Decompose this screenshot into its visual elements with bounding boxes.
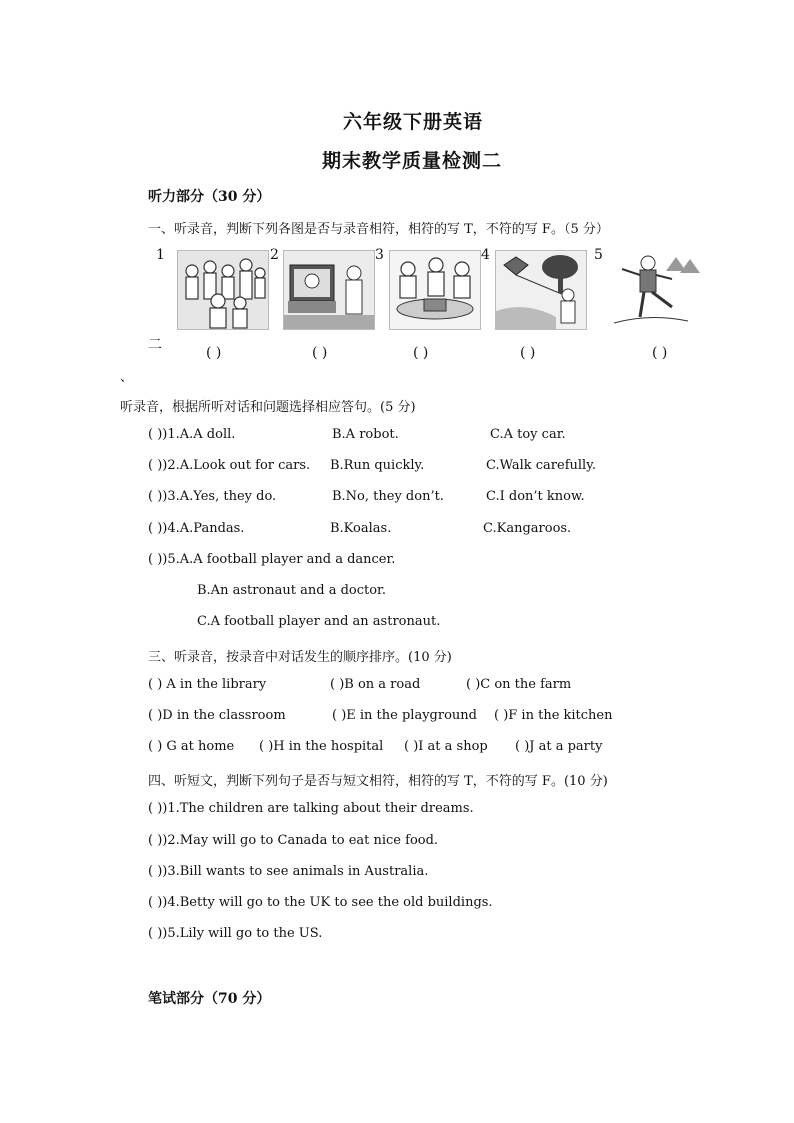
answer-blank-5[interactable]: ( ) [652,345,668,361]
question-text: )5.A.A football player and a dancer. [162,552,396,567]
question-text: )3.A.Yes, they do. [162,489,277,504]
option-b: B.An astronaut and a doctor. [197,583,386,598]
part2-instruction: 听录音，根据所听对话和问题选择相应答句。(5 分) [120,400,416,415]
ice-skating-picture-icon [609,250,703,330]
answer-blank[interactable]: ( ) [148,864,163,879]
question-text: )2.A.Look out for cars. [162,458,311,473]
option-b: B.No, they don’t. [332,489,444,504]
question-row [148,489,276,504]
answer-blank[interactable]: ( ) [148,489,163,504]
answer-blank[interactable]: ( ) [148,521,163,536]
statement-text: )3.Bill wants to see animals in Australia. [162,864,429,879]
statement-row [148,895,493,910]
kite-flying-picture-icon [495,250,587,330]
picture-number-1: 1 [156,247,165,263]
order-item[interactable]: ( )D in the classroom [148,708,286,723]
statement-row [148,926,322,941]
section-writing-heading: 笔试部分（70 分） [148,991,271,1007]
document-subtitle: 期末教学质量检测二 [322,150,503,172]
statement-row [148,833,438,848]
picture-number-3: 3 [375,247,384,263]
option-c: C.I don’t know. [486,489,585,504]
document-title: 六年级下册英语 [343,111,484,133]
order-item[interactable]: ( )E in the playground [332,708,477,723]
statement-text: )2.May will go to Canada to eat nice food. [162,833,439,848]
question-row [148,521,244,536]
crowd-street-picture-icon [177,250,269,330]
part4-instruction: 四、听短文，判断下列句子是否与短文相符，相符的写 T，不符的写 F。(10 分) [148,774,608,789]
picture-number-5: 5 [594,247,603,263]
picnic-family-picture-icon [389,250,481,330]
answer-blank[interactable]: ( ) [148,552,163,567]
section-listening-heading: 听力部分（30 分） [148,189,271,205]
part2-number: 二 [148,337,162,353]
question-text: )1.A.A doll. [162,427,236,442]
option-b: B.Run quickly. [330,458,425,473]
picture-number-2: 2 [270,247,279,263]
answer-blank[interactable]: ( ) [148,895,163,910]
answer-blank-4[interactable]: ( ) [520,345,536,361]
answer-blank[interactable]: ( ) [148,926,163,941]
picture-number-4: 4 [481,247,490,263]
option-c: C.Walk carefully. [486,458,596,473]
statement-text: )4.Betty will go to the UK to see the old buildings. [162,895,493,910]
question-row [148,458,310,473]
part1-instruction: 一、听录音，判断下列各图是否与录音相符，相符的写 T，不符的写 F。（5 分） [148,222,609,237]
question-row [148,552,395,567]
order-item[interactable]: ( )F in the kitchen [494,708,613,723]
tv-cartoon-picture-icon [283,250,375,330]
question-row [148,427,235,442]
answer-blank-3[interactable]: ( ) [413,345,429,361]
order-item[interactable]: ( )I at a shop [404,739,488,754]
statement-row [148,864,428,879]
option-b: B.A robot. [332,427,399,442]
answer-blank-1[interactable]: ( ) [206,345,222,361]
option-c: C.A football player and an astronaut. [197,614,441,629]
answer-blank[interactable]: ( ) [148,458,163,473]
question-text: )4.A.Pandas. [162,521,245,536]
answer-blank[interactable]: ( ) [148,427,163,442]
answer-blank[interactable]: ( ) [148,833,163,848]
option-b: B.Koalas. [330,521,392,536]
statement-row [148,801,474,816]
part3-instruction: 三、听录音，按录音中对话发生的顺序排序。(10 分) [148,650,452,665]
answer-blank[interactable]: ( ) [148,801,163,816]
option-c: C.A toy car. [490,427,566,442]
order-item[interactable]: ( ) G at home [148,739,235,754]
option-c: C.Kangaroos. [483,521,572,536]
answer-blank-2[interactable]: ( ) [312,345,328,361]
order-item[interactable]: ( )J at a party [515,739,603,754]
statement-text: )5.Lily will go to the US. [162,926,323,941]
order-item[interactable]: ( )H in the hospital [259,739,384,754]
statement-text: )1.The children are talking about their dreams. [162,801,474,816]
part2-comma: 、 [120,370,134,385]
order-item[interactable]: ( )C on the farm [466,677,572,692]
order-item[interactable]: ( )B on a road [330,677,421,692]
order-item[interactable]: ( ) A in the library [148,677,267,692]
